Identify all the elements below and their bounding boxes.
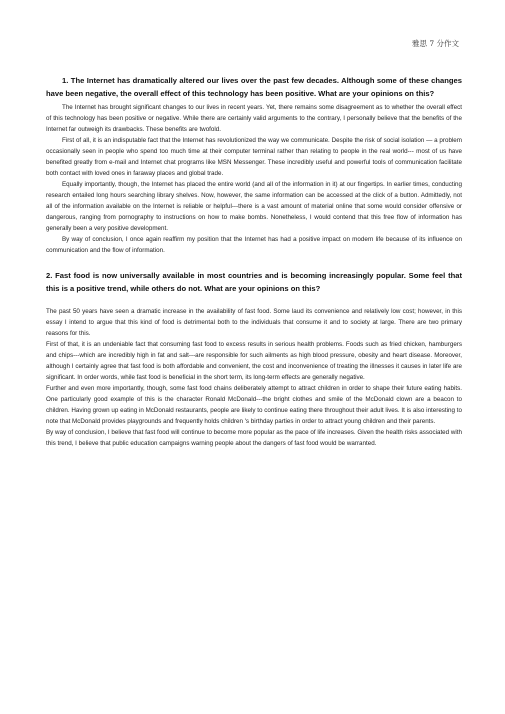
essay-1-question: 1. The Internet has dramatically altered our lives over the past few decades. Although some of these changes have been negative, the overall effect of this technology has been positive. What are your opinions on this? — [46, 76, 462, 98]
document-body — [46, 75, 462, 449]
essay-2-question: 2. Fast food is now universally available in most countries and is becoming increasingly popular. Some feel that this is a positive trend, while others do not. What are your opinions on this? — [46, 271, 462, 293]
essay-2-paragraph-2: First of that, it is an undeniable fact that consuming fast food to excess results in serious health problems. Foods such as fried chicken, hamburgers and chips---which are incredibly high in fat and salt---are responsible for such ailments as high blood pressure, obesity and heart disease. Moreover, although I certainly agree that fast food is both affordable and convenient, the cost and inconvenience of treating the illnesses it causes in later life are significant. In order words, while fast food is beneficial in the short term, its long-term effects are generally negative. — [46, 341, 462, 382]
essay-1-paragraph-2: First of all, it is an indisputable fact that the Internet has revolutionized the way we communicate. Despite the risk of social isolation — a problem occasionally seen in people who spend too much time at their computer terminal rather than relating to people in the real world--- most of us have benefited greatly from e-mail and Internet chat programs like MSN Messenger. These incredibly useful and powerful tools of communication facilitate both contact with loved ones in faraway places and global trade. — [46, 137, 462, 178]
essay-2 — [46, 270, 462, 449]
essay-2-paragraph-1: The past 50 years have seen a dramatic increase in the availability of fast food. Some laud its convenience and relatively low cost; however, in this essay I intend to argue that this kind of food is detrimental both to the individuals that consume it and to society at large. There are two primary reasons for this. — [46, 308, 462, 338]
essay-1-paragraph-3: Equally importantly, though, the Internet has placed the entire world (and all of the information in it) at our fingertips. In earlier times, conducting research entailed long hours searching library shelves. Now, however, the same information can be accessed at the click of a button. Admittedly, not all of the information available on the Internet is reliable or helpful---there is a vast amount of material online that some would consider offensive or dangerous, ranging from pornography to instructions on how to make bombs. Nonetheless, I would contend that this free flow of information has generally been a very positive development. — [46, 181, 462, 233]
essay-1 — [46, 75, 462, 256]
essay-1-paragraph-1: The Internet has brought significant changes to our lives in recent years. Yet, there remains some disagreement as to whether the overall effect of this technology has been positive or negative. While there are certainly valid arguments to the contrary, I personally believe that the benefits of the Internet far outweigh its drawbacks. These benefits are twofold. — [46, 104, 462, 134]
essay-1-paragraph-4: By way of conclusion, I once again reaffirm my position that the Internet has had a positive impact on modern life because of its influence on communication and the flow of information. — [46, 236, 462, 255]
page-header: 雅思 7 分作文 — [411, 39, 459, 48]
essay-2-paragraph-4: By way of conclusion, I believe that fast food will continue to become more popular as the pace of life increases. Given the health risks associated with this trend, I believe that public education campaigns warning people about the dangers of fast food would be warranted. — [46, 429, 462, 448]
essay-2-paragraph-3: Further and even more importantly, though, some fast food chains deliberately attempt to attract children in order to shape their future eating habits. One particularly good example of this is the character Ronald McDonald---the bright clothes and smile of the McDonald clown are a beacon to children. Having grown up eating in McDonald restaurants, people are likely to continue eating there throughout their adult lives. It is also interesting to note that McDonald provides playgrounds and frequently holds children 's birthday parties in order to attract young children and their parents. — [46, 385, 462, 426]
